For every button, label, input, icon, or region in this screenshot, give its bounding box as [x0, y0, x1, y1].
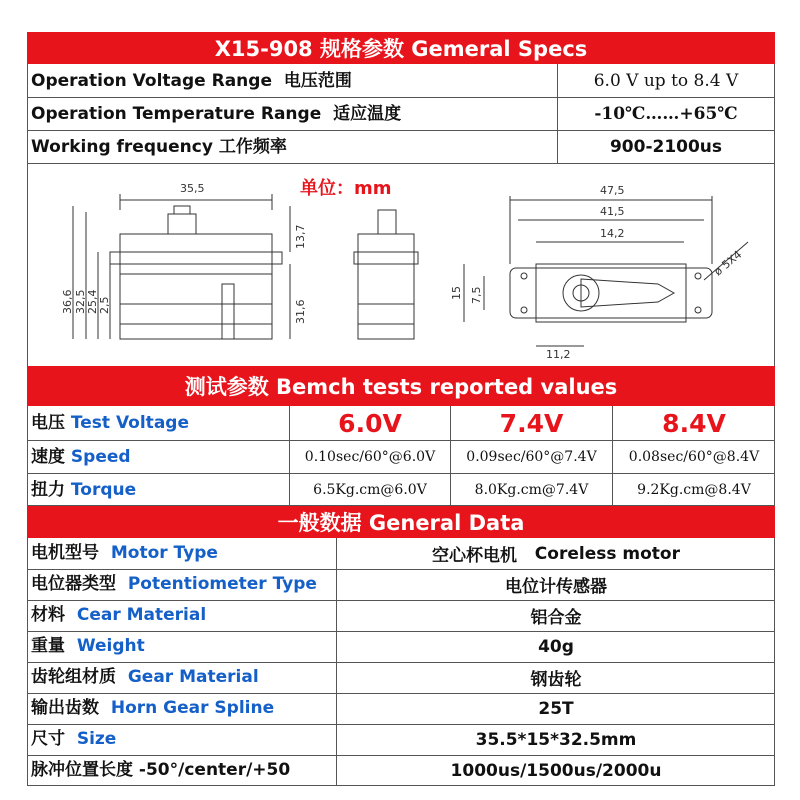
general-row-value	[337, 631, 775, 662]
bench-row-voltage-label	[27, 406, 289, 440]
spec-label-en: Operation Temperature Range	[31, 104, 322, 124]
general-row-value	[337, 662, 775, 693]
general-label-cn: 齿轮组材质	[31, 667, 116, 687]
bench-torque-7v: 8.0Kg.cm@7.4V	[474, 482, 589, 498]
general-label-cn: 电位器类型	[31, 574, 116, 594]
dim-w4: 11,2	[546, 348, 571, 361]
servo-body-side	[120, 234, 272, 339]
spec-row-line	[27, 97, 775, 98]
servo-body-front	[358, 234, 414, 339]
general-label-cn: 输出齿数	[31, 698, 99, 718]
bench-speed-7v: 0.09sec/60°@7.4V	[466, 449, 597, 465]
bench-voltage-7v: 7.4V	[499, 408, 564, 438]
spec-label-cn: 工作频率	[218, 137, 287, 157]
general-label-en: Cear Material	[76, 605, 207, 625]
spec-label-en: Operation Voltage Range	[31, 71, 272, 91]
general-label-cn: 电机型号	[31, 543, 99, 563]
general-label-cn: 脉冲位置长度 -50°/center/+50	[31, 760, 291, 780]
general-row-label	[27, 569, 335, 600]
dim-h-inner: 7,5	[470, 286, 483, 304]
general-row-value	[337, 724, 775, 755]
spec-row-voltage-value	[558, 66, 774, 96]
unit-label: 单位：mm	[300, 178, 392, 199]
bench-title: 测试参数 Bemch tests reported values	[184, 375, 618, 399]
dim-top-width: 35,5	[180, 182, 205, 195]
bench-label-en: Test Voltage	[70, 413, 189, 433]
general-row-value	[337, 755, 775, 786]
spec-row-frequency-label	[27, 131, 555, 163]
spec-title: X15-908 规格参数 Gemeral Specs	[214, 37, 588, 61]
general-label-cn: 重量	[31, 636, 65, 656]
servo-top-body	[536, 264, 686, 322]
general-value-cn: 35.5*15*32.5mm	[475, 729, 637, 750]
general-value-cn: 空心杯电机	[432, 546, 518, 566]
general-label-cn: 材料	[31, 605, 65, 625]
general-label-en: Weight	[76, 636, 145, 656]
dim-h4: 2,5	[98, 296, 111, 314]
general-title-band	[27, 506, 775, 538]
bench-label-cn: 电压	[31, 413, 65, 433]
general-title: 一般数据 General Data	[277, 511, 525, 535]
dim-h-outer: 15	[450, 286, 463, 300]
general-row-value	[337, 569, 775, 600]
dimension-drawing	[27, 164, 775, 366]
bench-torque-6v: 6.5Kg.cm@6.0V	[313, 482, 427, 498]
spec-label-cn: 电压范围	[283, 71, 352, 91]
general-value-cn: 钢齿轮	[530, 670, 582, 690]
general-row-label	[27, 755, 335, 786]
servo-drawing-svg	[28, 164, 776, 366]
general-row-label	[27, 662, 335, 693]
general-row-label	[27, 631, 335, 662]
dim-w1: 47,5	[600, 184, 625, 197]
general-value-cn: 电位计传感器	[505, 577, 607, 597]
general-row-label	[27, 600, 335, 631]
dim-h3: 25,4	[86, 289, 99, 314]
dim-hole: ø 5X4	[711, 247, 745, 279]
general-value-cn: 25T	[538, 698, 574, 719]
general-label-en: Gear Material	[127, 667, 259, 687]
bench-label-en: Speed	[70, 447, 131, 467]
spec-value: -10℃……+65℃	[594, 104, 738, 124]
dim-right-bottom: 31,6	[294, 299, 307, 324]
dim-h2: 32,5	[74, 289, 87, 314]
bench-row-speed-label	[27, 441, 289, 473]
general-row-label	[27, 693, 335, 724]
bench-torque-8v: 9.2Kg.cm@8.4V	[637, 482, 751, 498]
servo-shaft-side	[168, 214, 196, 234]
spec-row-frequency-value	[558, 131, 774, 163]
spec-value: 900-2100us	[609, 137, 723, 157]
bench-title-band	[27, 366, 775, 406]
bench-label-cn: 扭力	[31, 480, 65, 500]
spec-label-en: Working frequency	[31, 137, 213, 157]
spec-label-cn: 适应温度	[333, 104, 402, 124]
bench-label-cn: 速度	[31, 447, 65, 467]
dim-w2: 41,5	[600, 205, 625, 218]
general-label-en: Potentiometer Type	[127, 574, 317, 594]
general-label-cn: 尺寸	[31, 729, 65, 749]
spec-value: 6.0 V up to 8.4 V	[593, 71, 739, 91]
general-value-cn: 40g	[538, 636, 574, 657]
general-row-label	[27, 724, 335, 755]
general-row-value	[337, 600, 775, 631]
bench-label-en: Torque	[70, 480, 137, 500]
spec-title-band	[27, 32, 775, 64]
general-value-cn: 铝合金	[530, 608, 582, 628]
bench-row-torque-label	[27, 474, 289, 506]
servo-flange-side	[110, 252, 282, 264]
bench-speed-6v: 0.10sec/60°@6.0V	[304, 449, 436, 465]
general-row-value	[337, 693, 775, 724]
general-label-en: Size	[76, 729, 117, 749]
spec-row-temperature-value	[558, 99, 774, 129]
dim-h1: 36,6	[61, 289, 74, 314]
bench-voltage-6v: 6.0V	[338, 408, 402, 438]
spec-row-voltage-label	[27, 66, 555, 96]
servo-horn-arm	[581, 279, 674, 307]
general-row-label	[27, 538, 335, 569]
general-value-en: Coreless motor	[534, 543, 680, 564]
bench-voltage-8v: 8.4V	[662, 408, 726, 438]
general-row-value	[337, 538, 775, 569]
spec-row-temperature-label	[27, 99, 555, 129]
dim-w3: 14,2	[600, 227, 625, 240]
servo-spline-side	[174, 206, 190, 214]
general-label-en: Horn Gear Spline	[110, 698, 275, 718]
dim-right-top: 13,7	[294, 224, 307, 249]
bench-speed-8v: 0.08sec/60°@8.4V	[628, 449, 760, 465]
general-value-cn: 1000us/1500us/2000u	[450, 760, 662, 781]
general-label-en: Motor Type	[110, 543, 218, 563]
